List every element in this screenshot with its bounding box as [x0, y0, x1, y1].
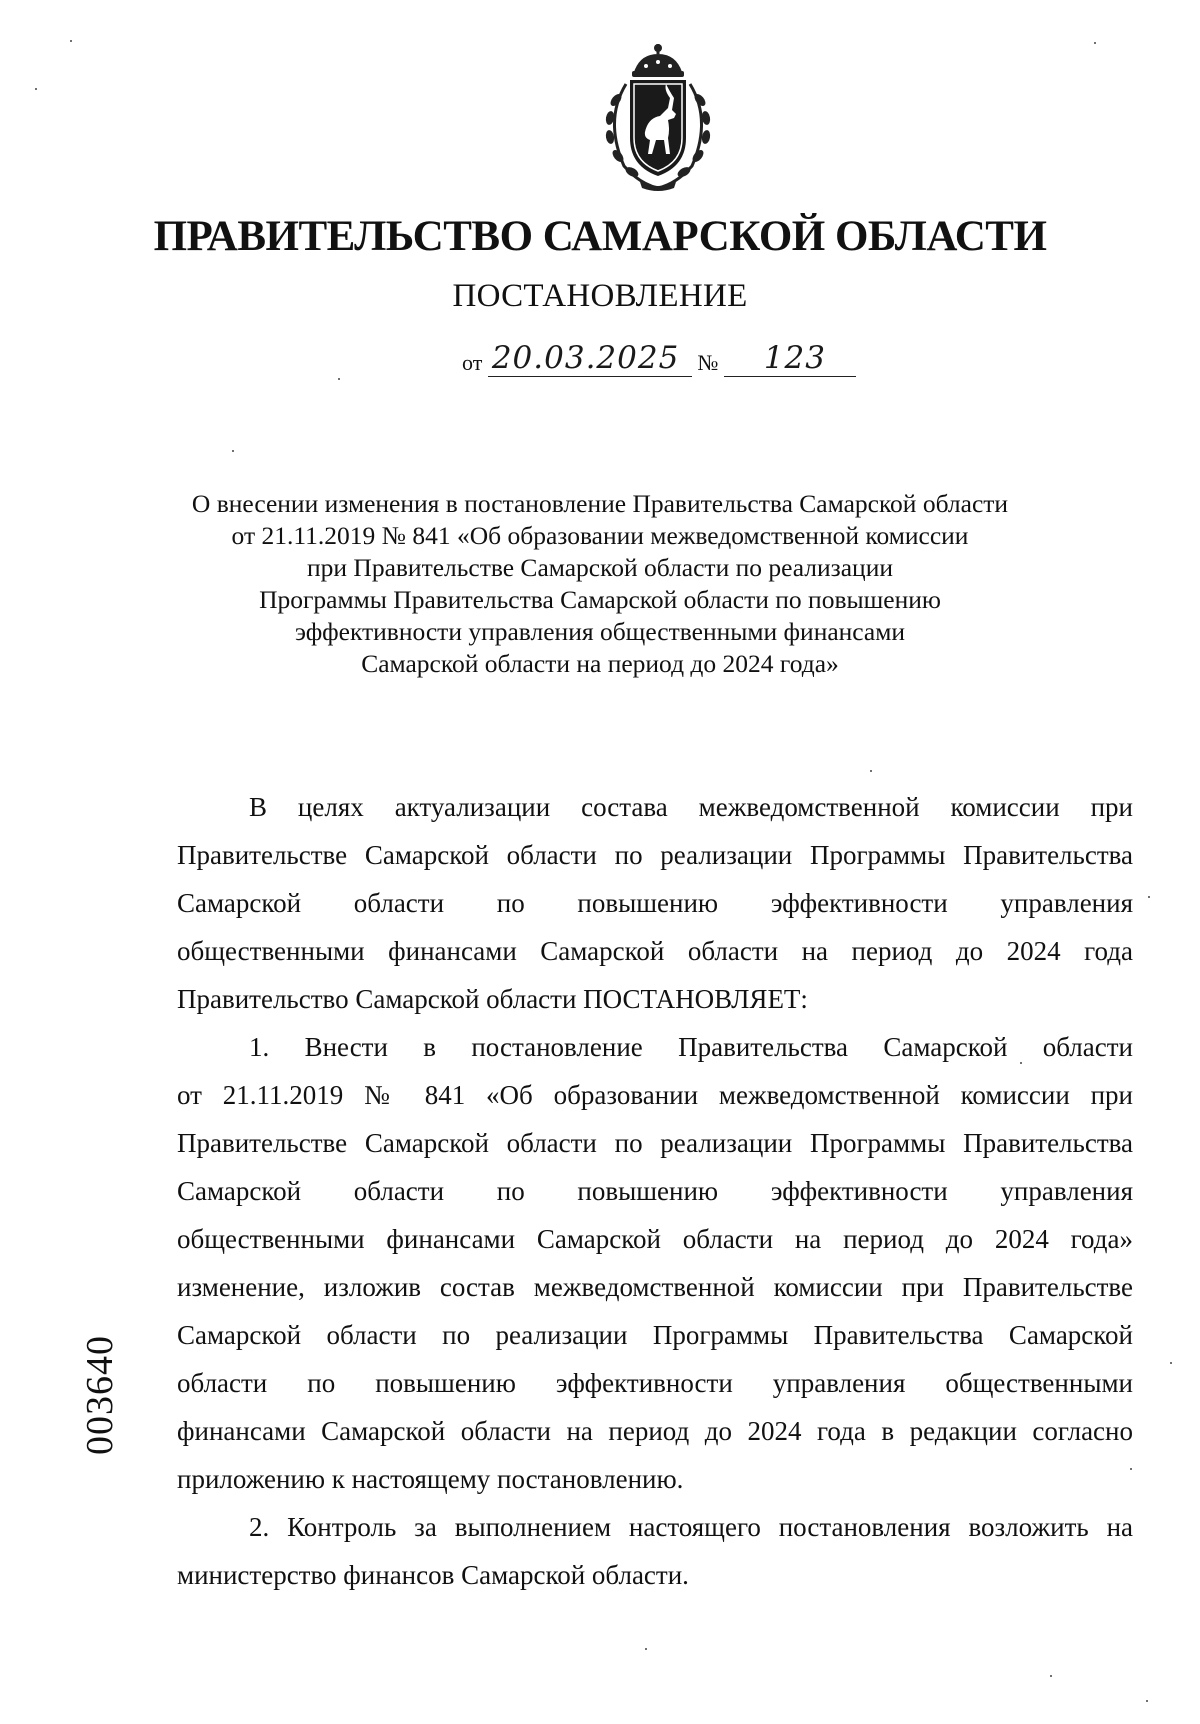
subject-line: эффективности управления общественными финансами [294, 617, 906, 646]
handwritten-date: 20.03.2025 [488, 340, 692, 377]
body-line: Правительстве Самарской области по реализации Программы Правительства [177, 1128, 1133, 1158]
body-line: Самарской области по повышению эффективности управления [177, 1176, 1133, 1206]
scan-speck [1146, 1700, 1148, 1702]
number-prefix: № [697, 350, 719, 375]
registration-side-number: 003640 [79, 1335, 121, 1455]
subject-line: при Правительстве Самарской области по реализации [306, 553, 893, 582]
scan-speck [1148, 896, 1150, 898]
subject-line: от 21.11.2019 № 841 «Об образовании межведомственной комиссии [231, 521, 969, 550]
body-line: общественными финансами Самарской области на период до 2024 года» [177, 1224, 1133, 1254]
body-line: министерство финансов Самарской области. [177, 1560, 689, 1590]
scan-speck [1170, 1362, 1172, 1364]
subject-line: О внесении изменения в постановление Правительства Самарской области [191, 489, 1009, 518]
scan-speck [338, 378, 340, 380]
scan-speck [1020, 1062, 1022, 1064]
coat-of-arms [590, 42, 726, 192]
preamble-paragraph [177, 783, 1133, 1023]
body-line: финансами Самарской области на период до 2024 года в редакции согласно [177, 1416, 1133, 1446]
scan-speck [1130, 1468, 1132, 1470]
body-line: Самарской области по реализации Программы Правительства Самарской [177, 1320, 1133, 1350]
scan-speck [232, 450, 234, 452]
body-line: приложению к настоящему постановлению. [177, 1464, 684, 1494]
body-line: от 21.11.2019 № 841 «Об образовании межведомственной комиссии при [177, 1080, 1133, 1110]
document-type: ПОСТАНОВЛЕНИЕ [452, 278, 748, 314]
scan-speck [1094, 42, 1096, 44]
body-line: Правительство Самарской области ПОСТАНОВЛЯЕТ: [177, 984, 808, 1014]
date-prefix: от [462, 350, 483, 375]
body-line: изменение, изложив состав межведомственной комиссии при Правительстве [177, 1272, 1133, 1302]
item-1-paragraph [177, 1023, 1133, 1503]
date-number-line [462, 340, 856, 380]
scan-speck [645, 1648, 647, 1650]
subject-line: Программы Правительства Самарской области по повышению [259, 585, 941, 614]
samara-coat-of-arms-icon [590, 42, 726, 192]
subject-line: Самарской области на период до 2024 года» [361, 649, 839, 678]
government-title: ПРАВИТЕЛЬСТВО САМАРСКОЙ ОБЛАСТИ [153, 213, 1047, 260]
scan-speck [70, 40, 72, 42]
scan-speck [35, 88, 37, 90]
item-2-paragraph [177, 1503, 1133, 1599]
document-body [177, 783, 1133, 1599]
body-line: 1. Внести в постановление Правительства Самарской области [249, 1032, 1133, 1062]
scan-speck [870, 770, 872, 772]
body-line: Правительстве Самарской области по реализации Программы Правительства [177, 840, 1133, 870]
scan-speck [1050, 1675, 1052, 1677]
body-line: области по повышению эффективности управления общественными [177, 1368, 1133, 1398]
body-line: 2. Контроль за выполнением настоящего постановления возложить на [249, 1512, 1133, 1542]
body-line: Самарской области по повышению эффективности управления [177, 888, 1133, 918]
document-subject [170, 488, 1030, 680]
handwritten-number: 123 [724, 340, 856, 377]
body-line: В целях актуализации состава межведомственной комиссии при [249, 792, 1133, 822]
body-line: общественными финансами Самарской области на период до 2024 года [177, 936, 1133, 966]
